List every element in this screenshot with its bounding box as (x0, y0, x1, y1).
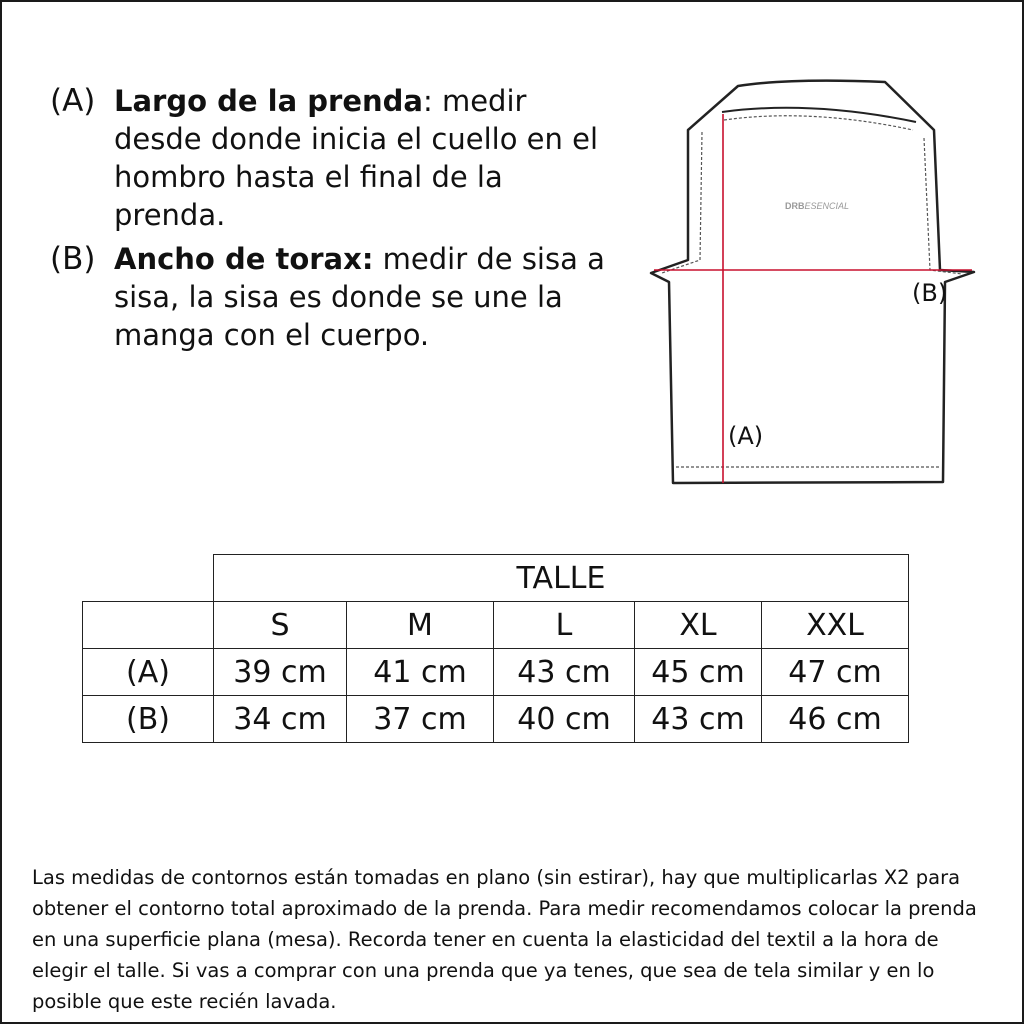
measurement-legend (50, 82, 610, 354)
table-header-row (83, 555, 909, 602)
size-header-m: M (347, 602, 494, 649)
table-corner-blank (83, 555, 214, 602)
diagram-label-b: (B) (912, 279, 948, 307)
cell-b-m: 37 cm (347, 696, 494, 743)
legend-term-a-sep: : (422, 84, 433, 118)
table-row (83, 696, 909, 743)
size-table (82, 554, 909, 743)
legend-key-a: (A) (50, 83, 96, 119)
cell-b-l: 40 cm (494, 696, 635, 743)
legend-term-b: Ancho de torax: (114, 242, 374, 276)
legend-desc-b: medir de sisa a sisa, la sisa es donde se une la manga con el cuerpo. (114, 242, 605, 352)
table-row (83, 649, 909, 696)
cell-a-m: 41 cm (347, 649, 494, 696)
legend-item-b (50, 240, 610, 354)
legend-desc-a: medir desde donde inicia el cuello en el hombro hasta el final de la prenda. (114, 84, 599, 232)
legend-text-a (114, 82, 610, 234)
legend-text-b (114, 240, 610, 354)
row-label-b: (B) (83, 696, 214, 743)
cell-a-s: 39 cm (214, 649, 347, 696)
cell-a-xl: 45 cm (635, 649, 762, 696)
table-corner-cell (83, 602, 214, 649)
size-header-xxl: XXL (762, 602, 909, 649)
legend-item-a (50, 82, 610, 234)
size-header-s: S (214, 602, 347, 649)
size-header-xl: XL (635, 602, 762, 649)
legend-key-b: (B) (50, 241, 96, 277)
diagram-label-a: (A) (728, 422, 764, 450)
cell-a-l: 43 cm (494, 649, 635, 696)
garment-diagram (640, 70, 980, 490)
measurement-note: Las medidas de contornos están tomadas en plano (sin estirar), hay que multiplicarlas X2 para obtener el contorno total aproximado de la prenda. Para medir recomendamos colocar la prenda en una superficie plana (mesa). Recorda tener en cuenta la elasticidad del textil a la hora de elegir el talle. Si vas a comprar con una prenda que ya tenes, que sea de tela similar y en lo posible que este recién lavada. (32, 865, 977, 1013)
talle-header: TALLE (214, 555, 909, 602)
table-size-row (83, 602, 909, 649)
cell-b-xl: 43 cm (635, 696, 762, 743)
cell-b-xxl: 46 cm (762, 696, 909, 743)
row-label-a: (A) (83, 649, 214, 696)
brand-logo: DRBESENCIAL (785, 201, 850, 211)
legend-term-a: Largo de la prenda (114, 84, 423, 118)
cell-b-s: 34 cm (214, 696, 347, 743)
cell-a-xxl: 47 cm (762, 649, 909, 696)
size-header-l: L (494, 602, 635, 649)
